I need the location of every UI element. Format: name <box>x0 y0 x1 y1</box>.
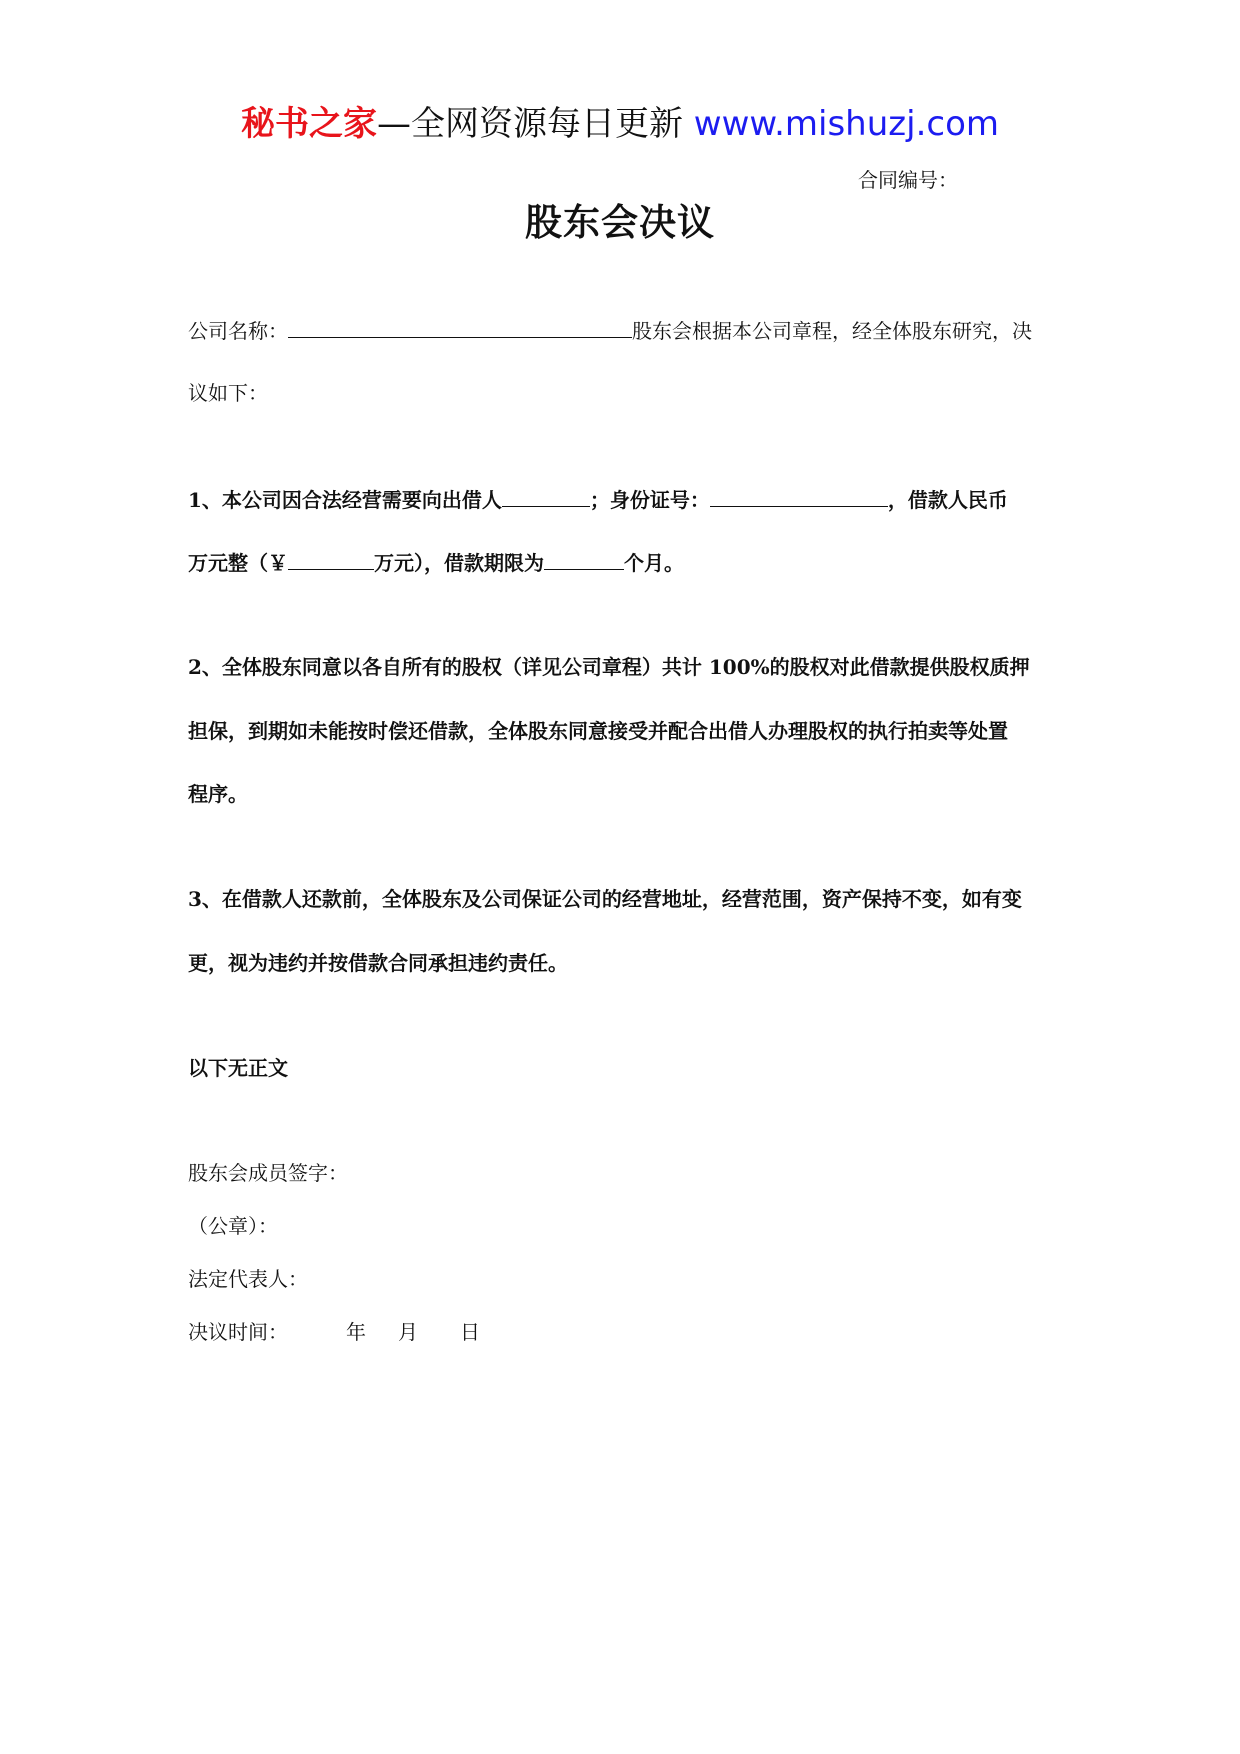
clause-1-part-b: ；身份证号： <box>589 488 710 512</box>
clause-1-part-d: 万元整（￥ <box>188 551 288 575</box>
banner-url: www.mishuzj.com <box>693 104 999 144</box>
intro-line-2: 议如下： <box>188 381 268 405</box>
document-title: 股东会决议 <box>525 200 715 244</box>
company-name-blank <box>288 315 632 338</box>
clause-1-part-a: 1、本公司因合法经营需要向出借人 <box>188 488 502 512</box>
clause-3-line-2: 更，视为违约并按借款合同承担违约责任。 <box>188 951 568 975</box>
clause-3-line-1: 3、在借款人还款前，全体股东及公司保证公司的经营地址，经营范围，资产保持不变，如有变 <box>188 887 1022 911</box>
date-label: 决议时间： <box>188 1320 288 1344</box>
contract-number-label: 合同编号： <box>858 168 958 192</box>
clause-2-line-3: 程序。 <box>188 782 248 806</box>
banner-dash: — <box>376 104 411 144</box>
site-banner <box>0 100 1240 148</box>
clause-2-line-1: 2、全体股东同意以各自所有的股权（详见公司章程）共计 100%的股权对此借款提供股权质押 <box>188 655 1030 679</box>
intro-line-1-tail: 股东会根据本公司章程，经全体股东研究，决 <box>632 319 1032 343</box>
date-year: 年 <box>346 1320 366 1344</box>
clause-2-line-2: 担保，到期如未能按时偿还借款，全体股东同意接受并配合出借人办理股权的执行拍卖等处置 <box>188 719 1008 743</box>
date-day: 日 <box>460 1320 480 1344</box>
clause-1-part-f: 个月。 <box>624 551 684 575</box>
no-more-text: 以下无正文 <box>188 1056 288 1080</box>
company-name-label: 公司名称： <box>188 319 288 343</box>
term-months-blank <box>544 547 624 570</box>
intro-line-1 <box>188 315 1032 346</box>
clause-1-part-c: ，借款人民币 <box>887 488 1008 512</box>
signature-seal: （公章）： <box>188 1214 278 1238</box>
clause-1-line-1 <box>188 484 1008 515</box>
clause-1-part-e: 万元），借款期限为 <box>374 551 544 575</box>
banner-slogan: 全网资源每日更新 <box>410 104 694 144</box>
date-month: 月 <box>398 1320 418 1344</box>
id-number-blank <box>710 484 888 507</box>
brand-name: 秘书之家 <box>240 104 377 144</box>
lender-blank <box>502 484 590 507</box>
amount-blank <box>288 547 374 570</box>
resolution-date <box>188 1317 480 1347</box>
clause-1-line-2 <box>188 547 684 578</box>
signature-legal-rep: 法定代表人： <box>188 1267 308 1291</box>
signature-members: 股东会成员签字： <box>188 1161 348 1185</box>
